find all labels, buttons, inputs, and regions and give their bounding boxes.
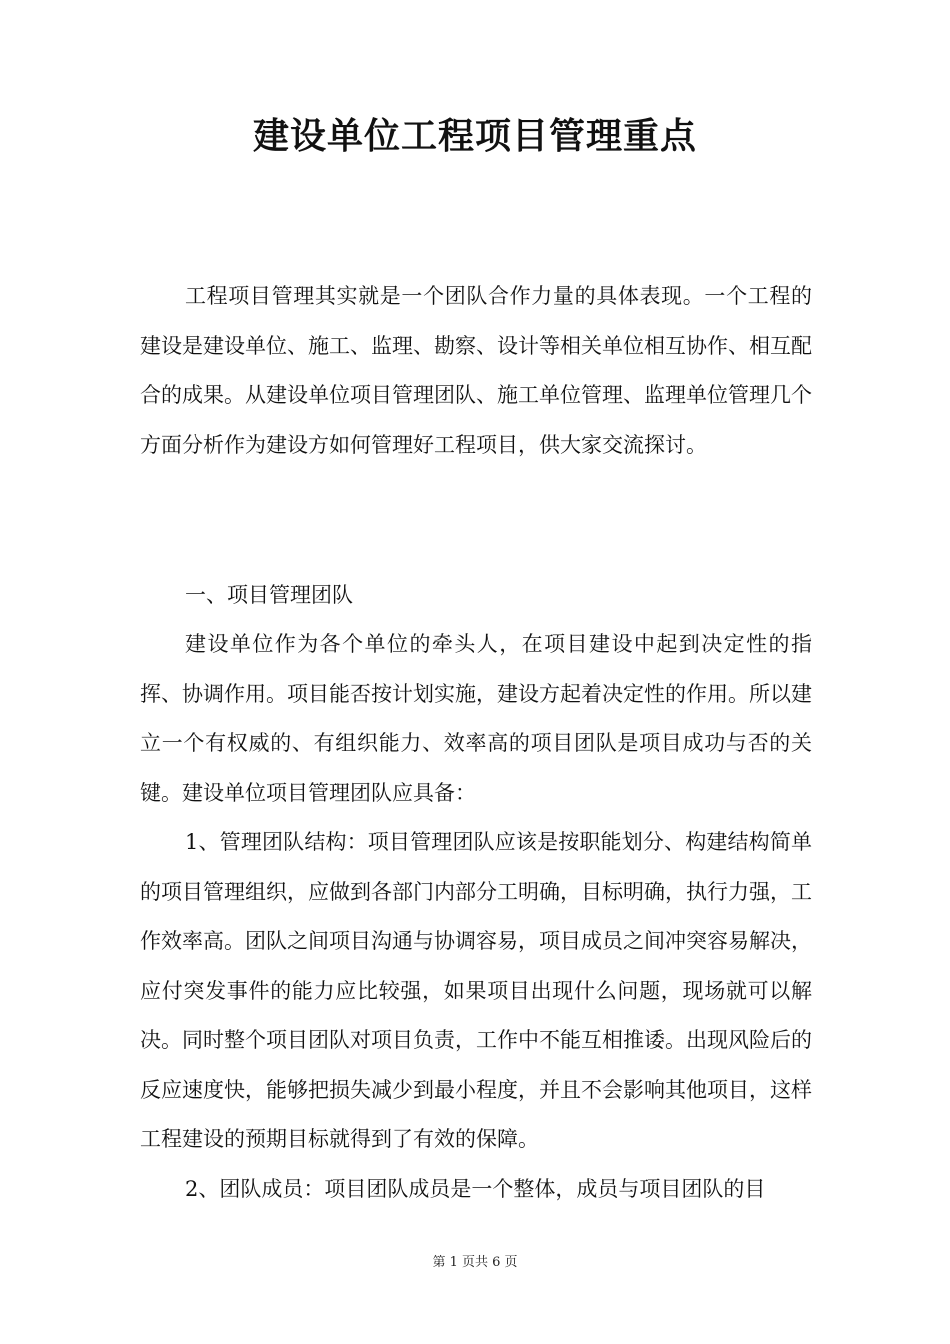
paragraph-section1-intro: 建设单位作为各个单位的牵头人，在项目建设中起到决定性的指挥、协调作用。项目能否按计划实施，建设方起着决定性的作用。所以建立一个有权威的、有组织能力、效率高的项目团队是项目成功与否的关键。建设单位项目管理团队应具备： [140,632,812,805]
page-footer: 第 1 页共 6 页 [432,1255,518,1270]
paragraph-intro: 工程项目管理其实就是一个团队合作力量的具体表现。一个工程的建设是建设单位、施工、监理、勘察、设计等相关单位相互协作、相互配合的成果。从建设单位项目管理团队、施工单位管理、监理单位管理几个方面分析作为建设方如何管理好工程项目，供大家交流探讨。 [140,284,812,457]
paragraph-item2: 2、团队成员：项目团队成员是一个整体，成员与项目团队的目 [185,1177,766,1201]
document-title: 建设单位工程项目管理重点 [252,116,697,157]
section-heading: 一、项目管理团队 [185,583,353,607]
paragraph-item1: 1、管理团队结构：项目管理团队应该是按职能划分、构建结构简单的项目管理组织，应做到各部门内部分工明确，目标明确，执行力强，工作效率高。团队之间项目沟通与协调容易，项目成员之间冲突容易解决，应付突发事件的能力应比较强，如果项目出现什么问题，现场就可以解决。同时整个项目团队对项目负责，工作中不能互相推诿。出现风险后的反应速度快，能够把损失减少到最小程度，并且不会影响其他项目，这样工程建设的预期目标就得到了有效的保障。 [140,830,812,1151]
